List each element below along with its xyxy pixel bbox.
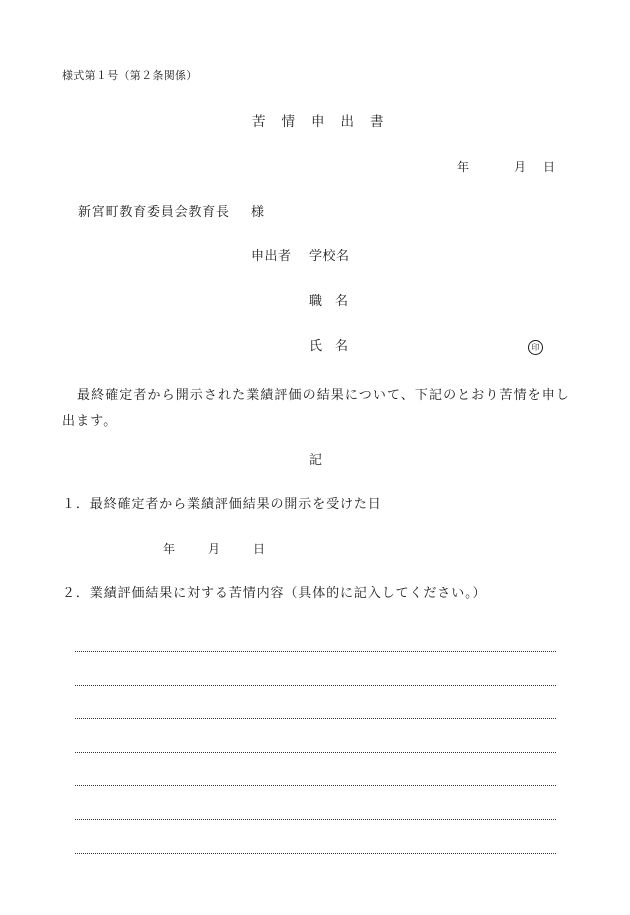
title-char: 申 xyxy=(311,114,325,130)
complaint-statement: 最終確定者から開示された業績評価の結果について、下記のとおり苦情を申し出ます。 xyxy=(62,388,570,429)
answer-lines xyxy=(75,651,556,886)
document-title xyxy=(252,116,400,130)
answer-line xyxy=(75,785,556,786)
item-1-day-label: 日 xyxy=(253,542,266,556)
item-1-year-label: 年 xyxy=(163,542,176,556)
item-1-month-label: 月 xyxy=(208,542,221,556)
title-char: 出 xyxy=(340,114,354,130)
date-day-label: 日 xyxy=(543,160,556,174)
addressee: 新宮町教育委員会教育長 xyxy=(78,205,230,220)
addressee-honorific: 様 xyxy=(251,205,265,220)
answer-line xyxy=(75,718,556,719)
answer-line xyxy=(75,685,556,686)
answer-line xyxy=(75,819,556,820)
item-2-complaint-content: ２．業績評価結果に対する苦情内容（具体的に記入してください。） xyxy=(62,586,487,601)
notation-heading: 記 xyxy=(309,453,323,468)
form-number-label: 様式第１号（第２条関係） xyxy=(62,69,198,82)
job-title-field-label: 職 名 xyxy=(309,294,349,309)
title-char: 苦 xyxy=(252,114,266,130)
title-char: 書 xyxy=(370,114,384,130)
applicant-label: 申出者 xyxy=(251,249,292,264)
date-year-label: 年 xyxy=(457,160,470,174)
answer-line xyxy=(75,752,556,753)
answer-line xyxy=(75,853,556,854)
answer-line xyxy=(75,651,556,652)
name-field-label: 氏 名 xyxy=(309,339,349,354)
title-char: 情 xyxy=(281,114,295,130)
date-month-label: 月 xyxy=(514,160,527,174)
school-name-field-label: 学校名 xyxy=(309,249,350,264)
seal-mark: 印 xyxy=(528,340,543,355)
item-1-disclosure-date: １．最終確定者から業績評価結果の開示を受けた日 xyxy=(62,497,382,512)
